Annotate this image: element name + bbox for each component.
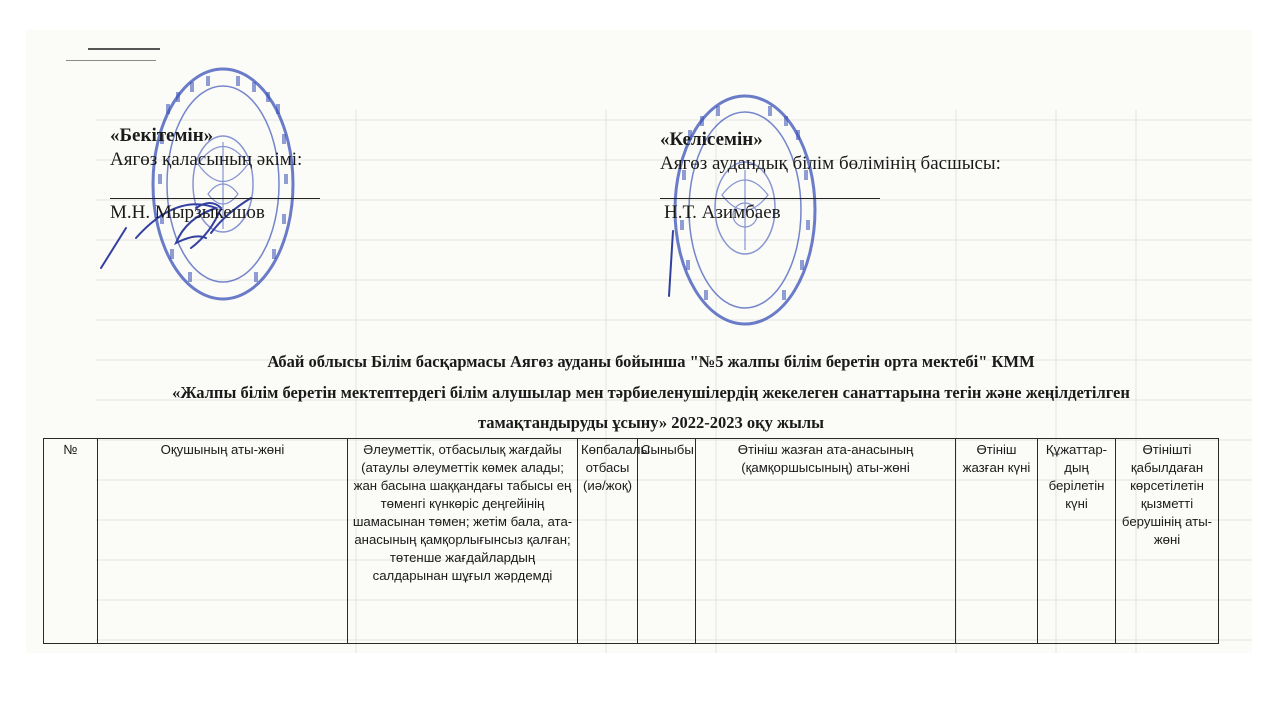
- header-provider-name: Өтінішті қабылдаған көрсетілетін қызметті берушінің аты-жөні: [1116, 439, 1219, 644]
- scanned-document: [26, 30, 1252, 653]
- header-large-family: Көпбалалы отбасы (иә/жоқ): [578, 439, 638, 644]
- approval-name: М.Н. Мырзыкешов: [110, 202, 265, 223]
- scan-mark: [66, 60, 156, 61]
- approval-position: Аягөз қаласының әкімі:: [110, 149, 303, 170]
- document-title-line1: Абай облысы Білім басқармасы Аягөз ауданы бойынша "№5 жалпы білім беретін орта мектебі" КММ: [267, 352, 1035, 371]
- header-number: №: [44, 439, 98, 644]
- approval-signature-line: [110, 198, 320, 199]
- approval-heading: «Бекітемін»: [110, 125, 214, 146]
- table-header-row: [44, 439, 1219, 644]
- approval-block: [110, 124, 320, 225]
- header-documents-date: Құжаттар-дың берілетін күні: [1038, 439, 1116, 644]
- document-title-line2: «Жалпы білім беретін мектептердегі білім алушылар мен тәрбиеленушілердің жекелеген санаттарына тегін және жеңілдетілген: [172, 383, 1130, 402]
- header-parent-name: Өтініш жазған ата-анасының (қамқоршысының) аты-жөні: [696, 439, 956, 644]
- agreement-block: [660, 128, 1001, 225]
- document-title-line3: тамақтандыруды ұсыну» 2022-2023 оқу жылы: [478, 413, 824, 432]
- agreement-signature-line: [660, 198, 880, 199]
- header-application-date: Өтініш жазған күні: [956, 439, 1038, 644]
- scan-mark: [88, 48, 160, 50]
- header-social-status: Әлеуметтік, отбасылық жағдайы (атаулы әлеуметтік көмек алады; жан басына шаққандағы табысы ең төменгі күнкөріс деңгейінің шамасынан төмен; жетім бала, ата-анасының қамқорлығынсыз қалған; төтенше жағдайлардың салдарынан шұғыл жәрдемді: [348, 439, 578, 644]
- agreement-heading: «Келісемін»: [660, 129, 763, 150]
- right-signature: [651, 226, 691, 306]
- students-table: [43, 438, 1219, 644]
- agreement-name: Н.Т. Азимбаев: [664, 202, 781, 223]
- agreement-position: Аягөз аудандық білім бөлімінің басшысы:: [660, 153, 1001, 174]
- header-class: Сыныбы: [638, 439, 696, 644]
- header-student-name: Оқушының аты-жөні: [98, 439, 348, 644]
